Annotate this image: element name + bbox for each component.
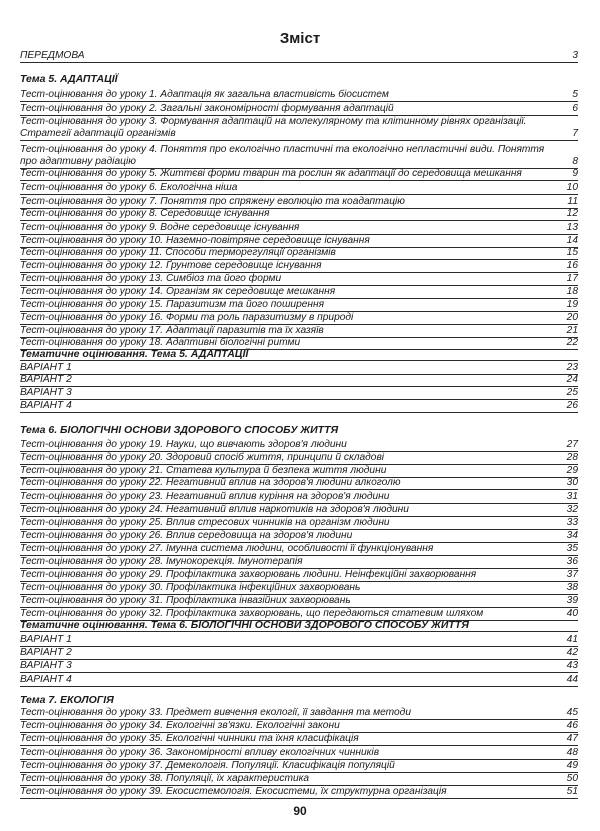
entry-text: Тест-оцінювання до уроку 33. Предмет вивчення екології, її завдання та методи: [20, 707, 411, 718]
toc-entry-lesson[interactable]: [20, 115, 578, 141]
entry-text: Тест-оцінювання до уроку 5. Життєві форми тварин та рослин як адаптації до середовища мешкання: [20, 168, 522, 179]
entry-text: Тест-оцінювання до уроку 21. Статева культура й безпека життя людини: [20, 465, 387, 476]
entry-page: 35: [566, 543, 578, 554]
toc-entry-lesson[interactable]: [20, 286, 578, 299]
toc-entry-lesson[interactable]: [20, 477, 578, 490]
toc-entry-variant[interactable]: [20, 387, 578, 400]
entry-page: 11: [567, 196, 578, 207]
entry-text: Тест-оцінювання до уроку 25. Вплив стресових чинників на організм людини: [20, 517, 390, 528]
toc-entry-lesson[interactable]: [20, 720, 578, 733]
toc-entry-lesson[interactable]: [20, 491, 578, 504]
entry-text: Тест-оцінювання до уроку 4. Поняття про екологічно пластичні та екологічно непластичні види. Поняття про адаптивну радіацію: [20, 144, 545, 167]
entry-text: ВАРІАНТ 4: [20, 674, 72, 685]
entry-text: Тест-оцінювання до уроку 12. Ґрунтове середовище існування: [20, 260, 322, 271]
thematic-assessment-heading: Тематичне оцінювання. Тема 5. АДАПТАЦІЇ: [20, 348, 578, 361]
toc-entry-lesson[interactable]: [20, 773, 578, 786]
entry-text: Тест-оцінювання до уроку 15. Паразитизм та його поширення: [20, 299, 325, 310]
entry-text: Тест-оцінювання до уроку 36. Закономірності впливу екологічних чинників: [20, 747, 380, 758]
entry-page: 6: [572, 103, 578, 114]
toc-entry-lesson[interactable]: [20, 504, 578, 517]
entry-page: 13: [566, 222, 578, 233]
entry-page: 47: [566, 733, 578, 744]
toc-entry-lesson[interactable]: [20, 747, 578, 760]
toc-entry-lesson[interactable]: [20, 247, 578, 260]
entry-page: 17: [566, 273, 578, 284]
entry-page: 37: [566, 569, 578, 580]
entry-text: Тест-оцінювання до уроку 27. Імунна система людини, особливості її функціонування: [20, 543, 434, 554]
toc-entry-lesson[interactable]: [20, 439, 578, 452]
entry-page: 27: [566, 439, 578, 450]
entry-text: Тест-оцінювання до уроку 10. Наземно-повітряне середовище існування: [20, 235, 370, 246]
entry-text: Тест-оцінювання до уроку 7. Поняття про спряжену еволюцію та коадаптацію: [20, 196, 405, 207]
toc-entry-lesson[interactable]: [20, 582, 578, 595]
entry-page: 33: [566, 517, 578, 528]
toc-entry-variant[interactable]: [20, 674, 578, 687]
entry-page: 46: [566, 720, 578, 731]
entry-page: 40: [566, 608, 578, 619]
entry-text: Тест-оцінювання до уроку 34. Екологічні зв'язки. Екологічні закони: [20, 720, 340, 731]
entry-page: 26: [566, 400, 578, 411]
entry-text: ВАРІАНТ 4: [20, 400, 72, 411]
toc-entry-lesson[interactable]: [20, 260, 578, 273]
entry-text: Тест-оцінювання до уроку 16. Форми та роль паразитизму в природі: [20, 312, 354, 323]
entry-text: ВАРІАНТ 2: [20, 647, 72, 658]
toc-entry-lesson[interactable]: [20, 312, 578, 325]
entry-page: 7: [572, 128, 578, 139]
entry-page: 22: [566, 337, 578, 348]
entry-text: Тест-оцінювання до уроку 32. Профілактика захворювань, що передаються статевим шляхом: [20, 608, 484, 619]
entry-page: 44: [566, 674, 578, 685]
entry-text: Тест-оцінювання до уроку 31. Профілактика інвазійних захворювань: [20, 595, 351, 606]
entry-page: 5: [572, 89, 578, 100]
entry-text: Тест-оцінювання до уроку 2. Загальні закономірності формування адаптацій: [20, 103, 394, 114]
entry-page: 49: [566, 760, 578, 771]
entry-text: Тест-оцінювання до уроку 39. Екосистемологія. Екосистеми, їх структурна організація: [20, 786, 447, 797]
entry-page: 23: [566, 362, 578, 373]
entry-page: 21: [566, 325, 578, 336]
entry-text: Тест-оцінювання до уроку 37. Демекологія. Популяції. Класифікація популяцій: [20, 760, 395, 771]
entry-page: 48: [566, 747, 578, 758]
toc-entry-lesson[interactable]: [20, 168, 578, 181]
entry-text: ВАРІАНТ 1: [20, 362, 72, 373]
toc-entry-variant[interactable]: [20, 660, 578, 673]
entry-page: 8: [572, 156, 578, 167]
toc-entry-lesson[interactable]: [20, 786, 578, 799]
entry-page: 20: [566, 312, 578, 323]
toc-entry-lesson[interactable]: [20, 208, 578, 221]
entry-page: 3: [572, 50, 578, 61]
entry-text: Тест-оцінювання до уроку 8. Середовище існування: [20, 208, 270, 219]
entry-text: Тест-оцінювання до уроку 23. Негативний вплив куріння на здоров'я людини: [20, 491, 390, 502]
page-number: 90: [293, 804, 307, 818]
entry-text: Тест-оцінювання до уроку 13. Симбіоз та його форми: [20, 273, 282, 284]
toc-entry-lesson[interactable]: [20, 273, 578, 286]
entry-text: Тест-оцінювання до уроку 11. Способи терморегуляції організмів: [20, 247, 336, 258]
entry-page: 16: [566, 260, 578, 271]
entry-page: 43: [566, 660, 578, 671]
toc-entry-lesson[interactable]: [20, 707, 578, 720]
entry-text: Тест-оцінювання до уроку 24. Негативний вплив наркотиків на здоров'я людини: [20, 504, 409, 515]
toc-entry-preface[interactable]: [20, 50, 578, 63]
entry-text: Тест-оцінювання до уроку 17. Адаптації паразитів та їх хазяїв: [20, 325, 324, 336]
toc-entry-lesson[interactable]: [20, 556, 578, 569]
entry-page: 18: [566, 286, 578, 297]
toc-entry-lesson[interactable]: [20, 543, 578, 556]
entry-page: 25: [566, 387, 578, 398]
entry-page: 28: [566, 452, 578, 463]
entry-text: Тест-оцінювання до уроку 35. Екологічні чинники та їхня класифікація: [20, 733, 359, 744]
toc-entry-variant[interactable]: [20, 634, 578, 647]
toc-entry-lesson[interactable]: [20, 530, 578, 543]
entry-text: Тест-оцінювання до уроку 1. Адаптація як загальна властивість біосистем: [20, 89, 389, 100]
toc-entry-lesson[interactable]: [20, 182, 578, 195]
toc-entry-lesson[interactable]: [20, 222, 578, 235]
entry-page: 36: [566, 556, 578, 567]
entry-text: Тест-оцінювання до уроку 30. Профілактика інфекційних захворювань: [20, 582, 361, 593]
toc-entry-variant[interactable]: [20, 647, 578, 660]
toc-entry-lesson[interactable]: [20, 89, 578, 102]
toc-entry-lesson[interactable]: [20, 760, 578, 773]
entry-text: Тест-оцінювання до уроку 19. Науки, що вивчають здоров'я людини: [20, 439, 347, 450]
entry-text: ПЕРЕДМОВА: [20, 50, 85, 61]
entry-text: Тест-оцінювання до уроку 38. Популяції, їх характеристика: [20, 773, 310, 784]
thematic-assessment-heading: Тематичне оцінювання. Тема 6. БІОЛОГІЧНІ ОСНОВИ ЗДОРОВОГО СПОСОБУ ЖИТТЯ: [20, 619, 578, 632]
entry-page: 10: [566, 182, 578, 193]
toc-entry-variant[interactable]: [20, 374, 578, 387]
section-heading: Тема 6. БІОЛОГІЧНІ ОСНОВИ ЗДОРОВОГО СПОСОБУ ЖИТТЯ: [20, 424, 339, 436]
entry-page: 31: [566, 491, 578, 502]
entry-text: Тест-оцінювання до уроку 28. Імунокорекція. Імунотерапія: [20, 556, 303, 567]
entry-text: Тест-оцінювання до уроку 18. Адаптивні біологічні ритми: [20, 337, 301, 348]
entry-page: 24: [566, 374, 578, 385]
entry-page: 45: [566, 707, 578, 718]
entry-page: 15: [566, 247, 578, 258]
entry-page: 9: [572, 168, 578, 179]
entry-page: 14: [566, 235, 578, 246]
section-heading: Тема 7. ЕКОЛОГІЯ: [20, 694, 114, 706]
entry-text: ВАРІАНТ 3: [20, 660, 72, 671]
entry-page: 39: [566, 595, 578, 606]
entry-text: Тест-оцінювання до уроку 26. Вплив середовища на здоров'я людини: [20, 530, 353, 541]
entry-page: 38: [566, 582, 578, 593]
section-heading: Тема 5. АДАПТАЦІЇ: [20, 73, 118, 85]
entry-text: Тест-оцінювання до уроку 22. Негативний вплив на здоров'я людини алкоголю: [20, 477, 401, 488]
entry-page: 50: [566, 773, 578, 784]
toc-entry-lesson[interactable]: [20, 733, 578, 746]
entry-page: 32: [566, 504, 578, 515]
toc-entry-lesson[interactable]: [20, 517, 578, 530]
entry-text: Тест-оцінювання до уроку 20. Здоровий спосіб життя, принципи й складові: [20, 452, 385, 463]
entry-text: Тест-оцінювання до уроку 29. Профілактика захворювань людини. Неінфекційні захворювання: [20, 569, 477, 580]
entry-page: 34: [566, 530, 578, 541]
toc-entry-lesson[interactable]: [20, 595, 578, 608]
toc-entry-variant[interactable]: [20, 400, 578, 413]
entry-text: Тест-оцінювання до уроку 14. Організм як середовище мешкання: [20, 286, 336, 297]
entry-page: 12: [566, 208, 578, 219]
entry-text: ВАРІАНТ 3: [20, 387, 72, 398]
entry-page: 19: [566, 299, 578, 310]
entry-page: 29: [566, 465, 578, 476]
entry-page: 30: [566, 477, 578, 488]
toc-entry-lesson[interactable]: [20, 569, 578, 582]
entry-text: ВАРІАНТ 2: [20, 374, 72, 385]
entry-text: ВАРІАНТ 1: [20, 634, 72, 645]
entry-text: Тест-оцінювання до уроку 9. Водне середовище існування: [20, 222, 300, 233]
toc-entry-lesson[interactable]: [20, 299, 578, 312]
entry-page: 42: [566, 647, 578, 658]
page-title: Зміст: [279, 30, 321, 47]
entry-page: 41: [566, 634, 578, 645]
entry-text: Тест-оцінювання до уроку 3. Формування адаптацій на молекулярному та клітинному рівнях організації. Стратегії адаптацій організмів: [20, 116, 527, 139]
entry-page: 51: [566, 786, 578, 797]
entry-text: Тест-оцінювання до уроку 6. Екологічна ніша: [20, 182, 238, 193]
toc-entry-lesson[interactable]: [20, 452, 578, 465]
toc-entry-lesson[interactable]: [20, 143, 578, 169]
